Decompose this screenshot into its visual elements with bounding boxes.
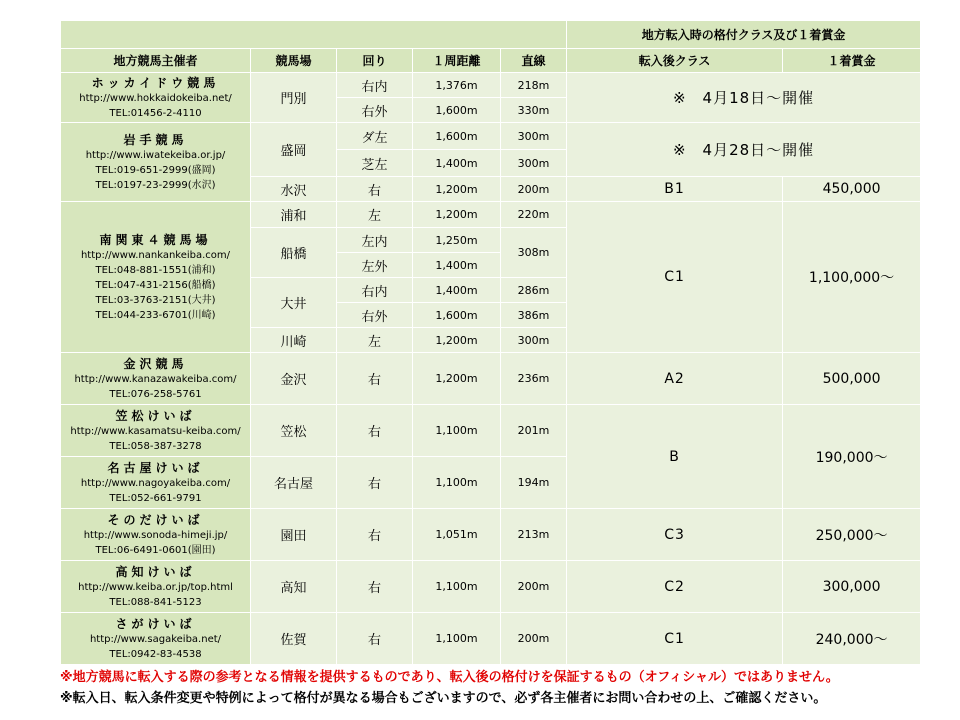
organizer-name: さがけいば <box>115 616 196 631</box>
organizer-url[interactable]: http://www.nankankeiba.com/ <box>80 249 231 261</box>
disclaimer-line-1: ※地方競馬に転入する際の参考となる情報を提供するものであり、転入後の格付けを保証するもの（オフィシャル）ではありません。 <box>60 670 839 685</box>
venue-morioka: 盛岡 <box>251 123 337 177</box>
venue-kasamatsu: 笠松 <box>251 405 337 457</box>
col-prize: １着賞金 <box>783 49 921 73</box>
col-class: 転入後クラス <box>567 49 783 73</box>
prize-cell: 500,000 <box>783 353 921 405</box>
straight-cell: 201m <box>501 405 567 457</box>
venue-mizusawa: 水沢 <box>251 177 337 202</box>
organizer-name: 高知けいば <box>115 564 196 579</box>
turn-cell: ダ左 <box>337 123 413 150</box>
organizer-tel: TEL:058-387-3278 <box>109 440 202 452</box>
col-venue: 競馬場 <box>251 49 337 73</box>
disclaimer-line-2: ※転入日、転入条件変更や特例によって格付が異なる場合もございますので、必ず各主催者にお問い合わせの上、ご確認ください。 <box>60 691 827 706</box>
venue-kanazawa: 金沢 <box>251 353 337 405</box>
col-straight: 直線 <box>501 49 567 73</box>
organizer-name: ホッカイドウ競馬 <box>91 75 220 90</box>
distance-cell: 1,200m <box>413 177 501 202</box>
organizer-kanazawa <box>61 353 251 405</box>
opening-note: ※ 4月18日～開催 <box>567 73 921 123</box>
organizer-minami-kanto <box>61 202 251 353</box>
organizer-name: そのだけいば <box>107 512 204 527</box>
straight-cell: 300m <box>501 328 567 353</box>
organizer-url[interactable]: http://www.kasamatsu-keiba.com/ <box>70 425 241 437</box>
distance-cell: 1,250m <box>413 228 501 253</box>
distance-cell: 1,400m <box>413 253 501 278</box>
venue-kawasaki: 川崎 <box>251 328 337 353</box>
class-cell: B1 <box>567 177 783 202</box>
class-cell: B <box>567 405 783 509</box>
distance-cell: 1,400m <box>413 278 501 303</box>
venue-urawa: 浦和 <box>251 202 337 228</box>
straight-cell: 300m <box>501 123 567 150</box>
distance-cell: 1,200m <box>413 328 501 353</box>
class-cell: C2 <box>567 561 783 613</box>
organizer-kasamatsu <box>61 405 251 457</box>
straight-cell: 200m <box>501 613 567 665</box>
opening-note: ※ 4月28日～開催 <box>567 123 921 177</box>
straight-cell: 200m <box>501 177 567 202</box>
turn-cell: 芝左 <box>337 150 413 177</box>
header-blank <box>61 21 567 49</box>
organizer-name: 笠松けいば <box>115 408 196 423</box>
organizer-url[interactable]: http://www.sagakeiba.net/ <box>89 633 222 645</box>
turn-cell: 右 <box>337 353 413 405</box>
organizer-tel: TEL:06-6491-0601(園田) <box>95 544 216 556</box>
organizer-name: 南関東４競馬場 <box>99 232 212 247</box>
turn-cell: 右内 <box>337 278 413 303</box>
organizer-sonoda <box>61 509 251 561</box>
venue-monbetsu: 門別 <box>251 73 337 123</box>
turn-cell: 左内 <box>337 228 413 253</box>
organizer-url[interactable]: http://www.sonoda-himeji.jp/ <box>83 529 228 541</box>
organizer-tel: TEL:048-881-1551(浦和) <box>95 264 216 276</box>
organizer-url[interactable]: http://www.hokkaidokeiba.net/ <box>79 92 232 104</box>
distance-cell: 1,600m <box>413 303 501 328</box>
turn-cell: 右 <box>337 457 413 509</box>
turn-cell: 右 <box>337 177 413 202</box>
venue-saga: 佐賀 <box>251 613 337 665</box>
distance-cell: 1,100m <box>413 405 501 457</box>
turn-cell: 左外 <box>337 253 413 278</box>
transfer-class-table <box>60 20 921 665</box>
distance-cell: 1,400m <box>413 150 501 177</box>
turn-cell: 右 <box>337 613 413 665</box>
straight-cell: 286m <box>501 278 567 303</box>
distance-cell: 1,100m <box>413 613 501 665</box>
organizer-name: 岩手競馬 <box>123 132 188 147</box>
organizer-tel: TEL:019-651-2999(盛岡) <box>95 164 216 176</box>
distance-cell: 1,200m <box>413 202 501 228</box>
organizer-tel: TEL:047-431-2156(船橋) <box>95 279 216 291</box>
straight-cell: 220m <box>501 202 567 228</box>
venue-oi: 大井 <box>251 278 337 328</box>
distance-cell: 1,200m <box>413 353 501 405</box>
header-title: 地方転入時の格付クラス及び１着賞金 <box>567 21 921 49</box>
turn-cell: 右 <box>337 405 413 457</box>
organizer-name: 金沢競馬 <box>123 356 188 371</box>
organizer-tel: TEL:088-841-5123 <box>109 596 202 608</box>
turn-cell: 右外 <box>337 303 413 328</box>
prize-cell: 240,000～ <box>783 613 921 665</box>
turn-cell: 左 <box>337 328 413 353</box>
straight-cell: 200m <box>501 561 567 613</box>
distance-cell: 1,051m <box>413 509 501 561</box>
organizer-kochi <box>61 561 251 613</box>
turn-cell: 右 <box>337 561 413 613</box>
class-cell: C3 <box>567 509 783 561</box>
straight-cell: 194m <box>501 457 567 509</box>
class-cell: A2 <box>567 353 783 405</box>
organizer-tel: TEL:076-258-5761 <box>109 388 202 400</box>
organizer-url[interactable]: http://www.kanazawakeiba.com/ <box>74 373 237 385</box>
class-cell: C1 <box>567 202 783 353</box>
straight-cell: 236m <box>501 353 567 405</box>
straight-cell: 308m <box>501 228 567 278</box>
straight-cell: 213m <box>501 509 567 561</box>
organizer-saga <box>61 613 251 665</box>
prize-cell: 1,100,000～ <box>783 202 921 353</box>
organizer-hokkaido <box>61 73 251 123</box>
organizer-iwate <box>61 123 251 202</box>
organizer-tel: TEL:03-3763-2151(大井) <box>95 294 216 306</box>
straight-cell: 300m <box>501 150 567 177</box>
organizer-nagoya <box>61 457 251 509</box>
venue-funabashi: 船橋 <box>251 228 337 278</box>
turn-cell: 右外 <box>337 98 413 123</box>
class-cell: C1 <box>567 613 783 665</box>
prize-cell: 450,000 <box>783 177 921 202</box>
distance-cell: 1,100m <box>413 457 501 509</box>
organizer-tel: TEL:052-661-9791 <box>109 492 202 504</box>
organizer-name: 名古屋けいば <box>107 460 204 475</box>
prize-cell: 250,000～ <box>783 509 921 561</box>
organizer-tel: TEL:044-233-6701(川崎) <box>95 309 216 321</box>
straight-cell: 330m <box>501 98 567 123</box>
distance-cell: 1,100m <box>413 561 501 613</box>
organizer-tel: TEL:0197-23-2999(水沢) <box>95 179 216 191</box>
prize-cell: 300,000 <box>783 561 921 613</box>
organizer-url[interactable]: http://www.iwatekeiba.or.jp/ <box>85 149 226 161</box>
organizer-url[interactable]: http://www.keiba.or.jp/top.html <box>78 581 233 593</box>
venue-sonoda: 園田 <box>251 509 337 561</box>
organizer-url[interactable]: http://www.nagoyakeiba.com/ <box>80 477 231 489</box>
straight-cell: 386m <box>501 303 567 328</box>
disclaimer-notes <box>60 667 940 709</box>
turn-cell: 右内 <box>337 73 413 98</box>
col-distance: １周距離 <box>413 49 501 73</box>
col-turn: 回り <box>337 49 413 73</box>
straight-cell: 218m <box>501 73 567 98</box>
organizer-tel: TEL:01456-2-4110 <box>109 107 202 119</box>
distance-cell: 1,600m <box>413 98 501 123</box>
venue-nagoya: 名古屋 <box>251 457 337 509</box>
venue-kochi: 高知 <box>251 561 337 613</box>
prize-cell: 190,000～ <box>783 405 921 509</box>
turn-cell: 右 <box>337 509 413 561</box>
distance-cell: 1,600m <box>413 123 501 150</box>
organizer-tel: TEL:0942-83-4538 <box>109 648 202 660</box>
turn-cell: 左 <box>337 202 413 228</box>
col-organizer: 地方競馬主催者 <box>61 49 251 73</box>
distance-cell: 1,376m <box>413 73 501 98</box>
